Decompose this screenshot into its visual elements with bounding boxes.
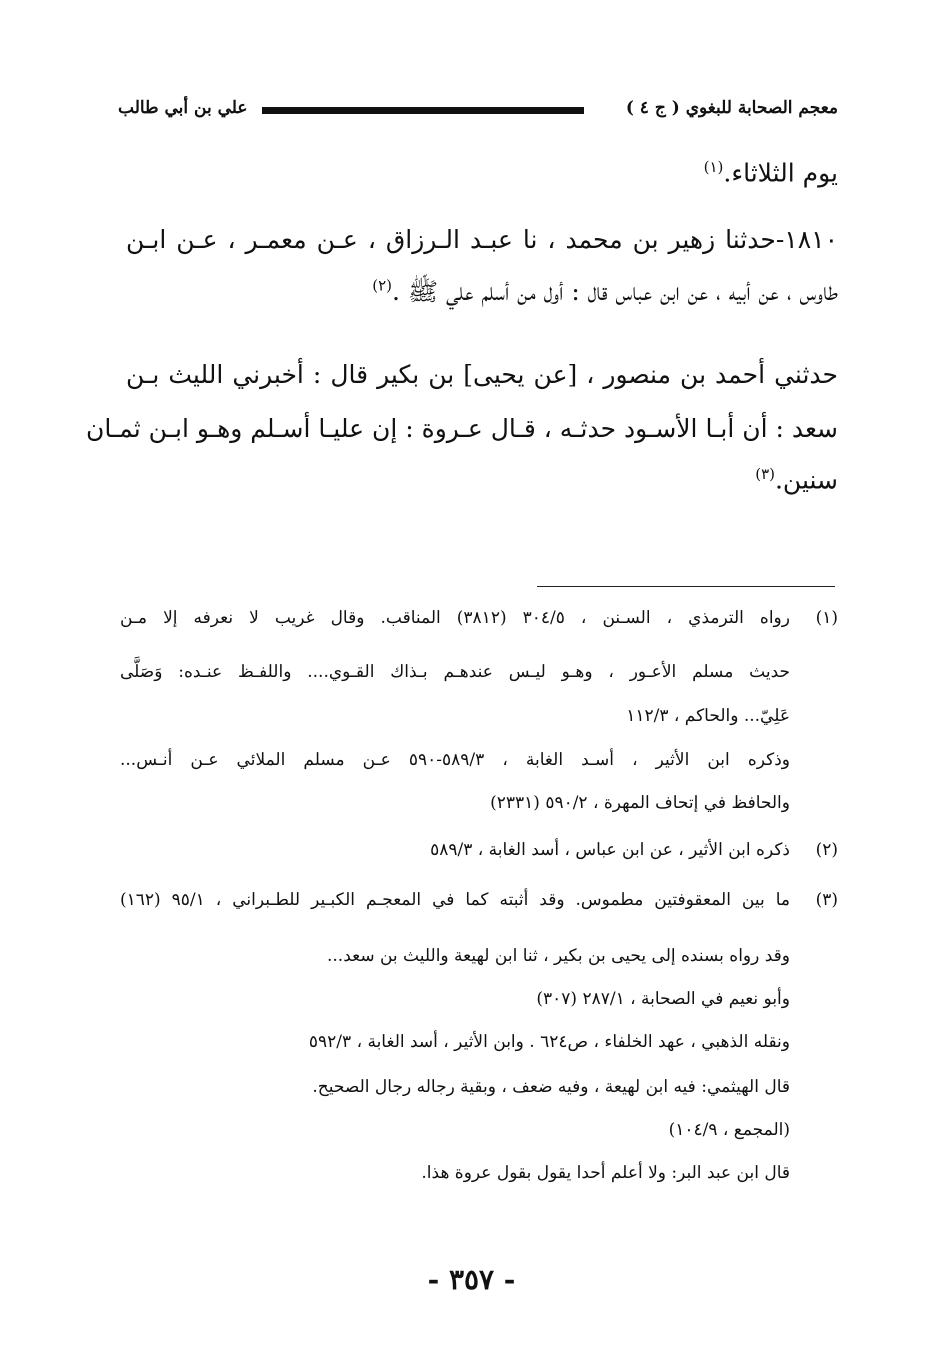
header-rule (262, 107, 584, 114)
text-line-3 (372, 276, 838, 313)
footnote-ref-1: (١) (703, 158, 724, 176)
text-line-5: سعد : أن أبـا الأسـود حدثـه ، قـال عـروة : إن عليـا أسـلم وهـو ابـن ثمـان (85, 414, 838, 443)
footnote-1-number: (١) (815, 608, 838, 628)
footnote-1-line-2: حديث مسلم الأعـور ، وهـو ليـس عندهـم بـذاك القـوي.... واللفـظ عنـده: وَصَلَّى (120, 662, 790, 682)
text-line-1 (704, 158, 838, 187)
text-line-6 (755, 465, 838, 494)
footnote-3-line-4: ونقله الذهبي ، عهد الخلفاء ، ص٦٢٤ . وابن الأثير ، أسد الغابة ، ٥٩٢/٣ (308, 1032, 790, 1052)
footnote-1-line-5: والحافظ في إتحاف المهرة ، ٥٩٠/٢ (٢٣٣١) (490, 793, 790, 813)
footnote-ref-3: (٣) (755, 465, 775, 483)
text-line-2: ١٨١٠-حدثنا زهير بن محمد ، نا عبـد الـرزاق ، عـن معمـر ، عـن ابـن (126, 225, 838, 254)
footnote-3-line-3: وأبو نعيم في الصحابة ، ٢٨٧/١ (٣٠٧) (536, 989, 790, 1009)
footnote-1-line-3: عَلِيّ... والحاكم ، ١١٢/٣ (626, 706, 790, 726)
text-line-6-content: سنين. (774, 465, 838, 495)
footnote-3-line-2: وقد رواه بسنده إلى يحيى بن بكير ، ثنا ابن لهيعة والليث بن سعد... (327, 946, 790, 966)
footnote-1-line-4: وذكره ابن الأثير ، أسـد الغابة ، ٥٨٩/٣-٥٩٠ عـن مسلم الملائي عـن أنـس... (120, 750, 791, 770)
footnote-3-line-5: قال الهيثمي: فيه ابن لهيعة ، وفيه ضعف ، وبقية رجاله رجال الصحيح. (312, 1077, 790, 1097)
footnote-ref-2: (٢) (372, 276, 393, 295)
running-header-chapter: علي بن أبي طالب (118, 98, 248, 118)
footnote-separator (537, 586, 835, 587)
footnote-2-number: (٢) (815, 840, 838, 860)
running-header-title: معجم الصحابة للبغوي ( ج ٤ ) (625, 98, 838, 118)
text-line-4: حدثني أحمد بن منصور ، [عن يحيى] بن بكير قال : أخبرني الليث بـن (126, 360, 838, 389)
footnote-3-line-6: (المجمع ، ١٠٤/٩) (668, 1120, 790, 1140)
footnote-1-line-1: رواه الترمذي ، السـنن ، ٣٠٤/٥ (٣٨١٢) المناقب. وقال غريب لا نعرفه إلا مـن (120, 608, 790, 628)
page-number: - ٣٥٧ - (427, 1263, 516, 1296)
text-line-1-content: يوم الثلاثاء. (723, 158, 838, 188)
footnote-3-line-7: قال ابن عبد البر: ولا أعلم أحدا يقول بقول عروة هذا. (421, 1163, 790, 1183)
text-line-3-content: طاوس ، عن أبيه ، عن ابن عباس قال : أول من أسلم علي ﷺ . (392, 277, 838, 306)
footnote-2-line-1: ذكره ابن الأثير ، عن ابن عباس ، أسد الغابة ، ٥٨٩/٣ (430, 840, 790, 860)
footnote-3-line-1: ما بين المعقوفتين مطموس. وقد أثبته كما في المعجـم الكبـير للطـبراني ، ٩٥/١ (١٦٢) (120, 890, 790, 910)
footnote-3-number: (٣) (815, 890, 838, 910)
